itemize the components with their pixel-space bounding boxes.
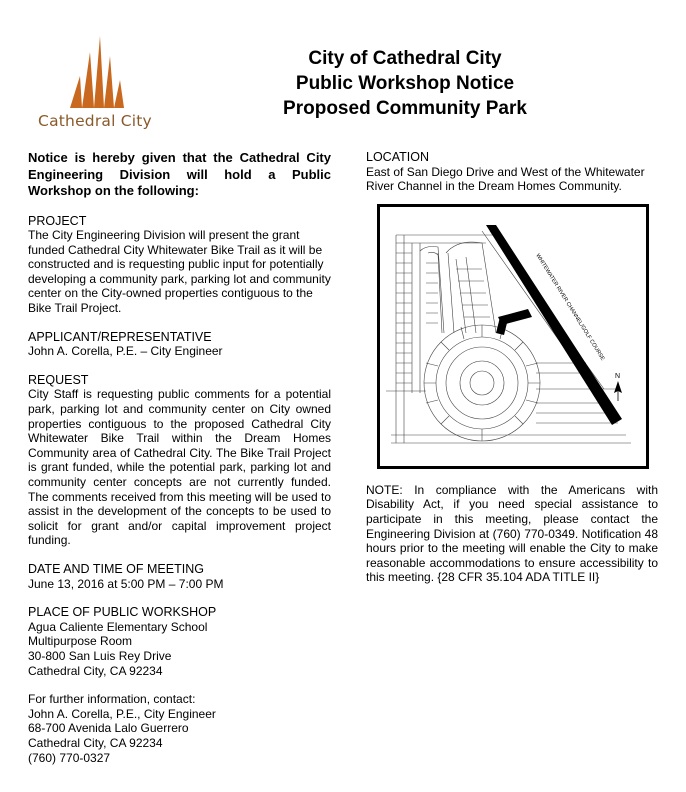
request-heading: REQUEST [28,372,89,387]
place-line: 30-800 San Luis Rey Drive [28,648,172,663]
contact-line: Cathedral City, CA 92234 [28,735,163,750]
location-body: East of San Diego Drive and West of the Whitewater River Channel in the Dream Homes Community. [366,164,645,194]
applicant-heading: APPLICANT/REPRESENTATIVE [28,329,212,344]
logo-text: Cathedral City [38,112,152,130]
place-address [28,620,331,678]
site-map [377,204,649,469]
contact-line: For further information, contact: [28,692,196,707]
place-line: Cathedral City, CA 92234 [28,663,163,678]
north-arrow-icon [614,381,622,401]
contact-line: John A. Corella, P.E., City Engineer [28,706,216,721]
contact-line: (760) 770-0327 [28,750,111,765]
title-line-1: City of Cathedral City [308,48,502,69]
contact-info [28,692,331,765]
project-heading: PROJECT [28,213,87,228]
meeting-heading: DATE AND TIME OF MEETING [28,561,204,576]
ada-note: NOTE: In compliance with the Americans with Disability Act, if you need special assistance to participate in this meeting, please contact the Engineering Division at (760) 770-0349. Notification 48 hours prior to the meeting will enable the City to make reasonable accommodations to ensure accessibility to this meeting. {28 CFR 35.104 ADA TITLE II} [366,482,658,585]
request-body: City Staff is requesting public comments for a potential park, parking lot and community center on City owned properties contiguous to the proposed Cathedral City Whitewater Bike Trail within the Dream Homes Community area of Cathedral City. The Bike Trail Project is grant funded, while the potential park, parking lot and community center concepts are not currently funded. The comments received from this meeting will be used to assist in the development of the concepts to be used to solicit for grant and/or capital improvement project funding. [28,387,331,548]
site-map-drawing [386,213,640,460]
intro-statement: Notice is hereby given that the Cathedral City Engineering Division will hold a Public Workshop on the following: [28,150,331,198]
project-body: The City Engineering Division will present the grant funded Cathedral City Whitewater Bike Trail as it will be constructed and is requesting public input for potentially developing a community park, parking lot and community center on the City-owned properties contiguous to the Bike Trail Project. [28,228,331,316]
contact-line: 68-700 Avenida Lalo Guerrero [28,721,189,736]
right-column [366,150,658,597]
title-line-2: Public Workshop Notice [295,73,515,94]
meeting-body: June 13, 2016 at 5:00 PM – 7:00 PM [28,576,224,591]
cathedral-spires-icon [64,36,126,108]
place-line: Agua Caliente Elementary School [28,619,208,634]
place-heading: PLACE OF PUBLIC WORKSHOP [28,605,217,620]
cathedral-city-logo [30,36,160,136]
place-line: Multipurpose Room [28,634,133,649]
north-label: N [615,372,621,380]
location-heading: LOCATION [366,150,429,164]
notice-title [230,46,580,121]
title-line-3: Proposed Community Park [283,98,527,119]
applicant-body: John A. Corella, P.E. – City Engineer [28,344,223,359]
left-column [28,150,331,765]
channel-label: WHITEWATER RIVER CHANNEL/GOLF COURSE [534,252,606,362]
